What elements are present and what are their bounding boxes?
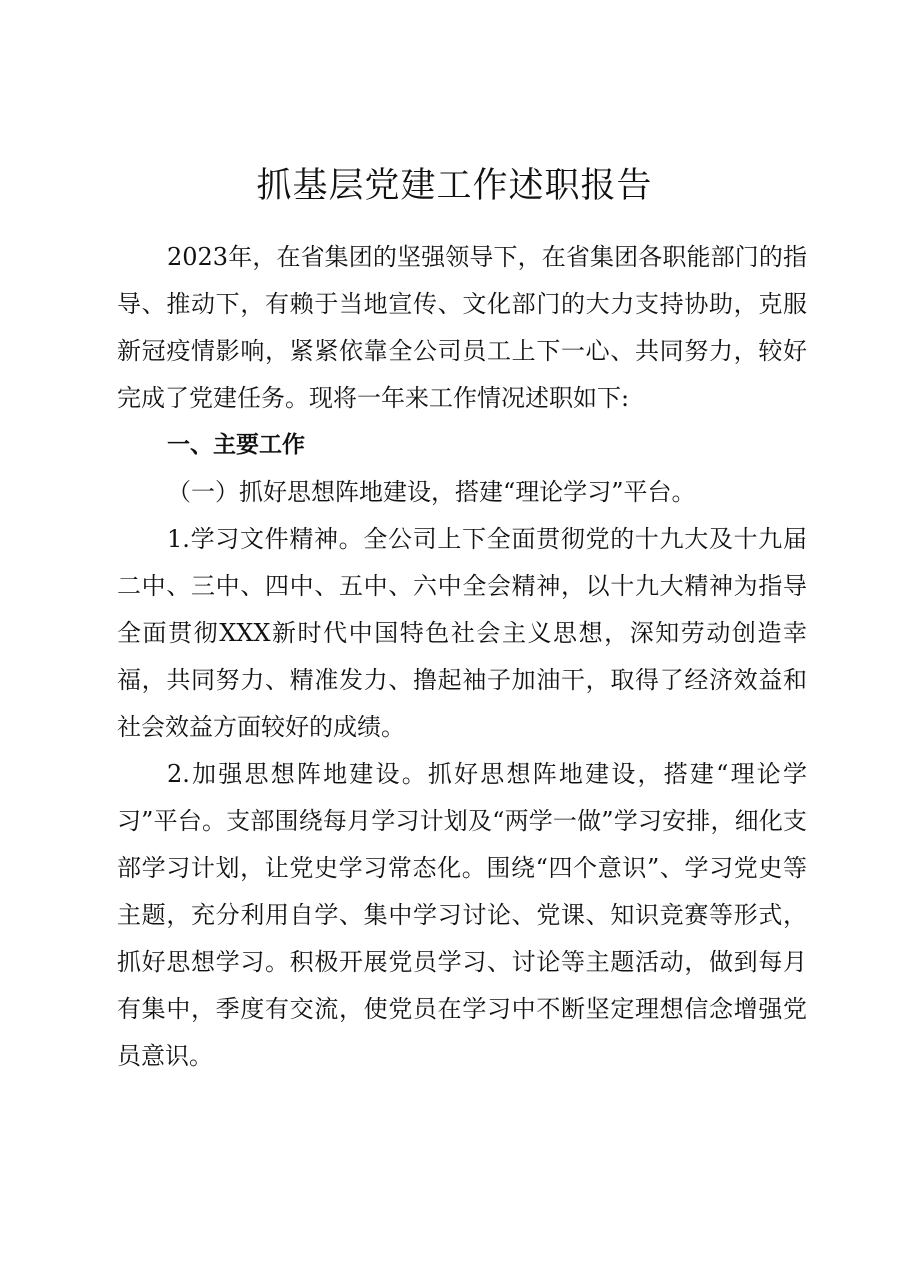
item-paragraph-1: 1.学习文件精神。全公司上下全面贯彻党的十九大及十九届二中、三中、四中、五中、六中全会精神，以十九大精神为指导全面贯彻XXX新时代中国特色社会主义思想，深知劳动创造幸福，共同努力、精准发力、撸起袖子加油干，取得了经济效益和社会效益方面较好的成绩。 (117, 525, 807, 741)
document-body (117, 234, 807, 1080)
section-heading-main-work: 一、主要工作 (167, 432, 305, 458)
item-paragraph-2: 2.加强思想阵地建设。抓好思想阵地建设，搭建“理论学习”平台。支部围绕每月学习计划及“两学一做”学习安排，细化支部学习计划，让党史学习常态化。围绕“四个意识”、学习党史等主题，充分利用自学、集中学习讨论、党课、知识竞赛等形式，抓好思想学习。积极开展党员学习、讨论等主题活动，做到每月有集中，季度有交流，使党员在学习中不断坚定理想信念增强党员意识。 (117, 760, 807, 1070)
document-title: 抓基层党建工作述职报告 (256, 166, 653, 206)
subsection-heading-1: （一）抓好思想阵地建设，搭建“理论学习”平台。 (167, 478, 696, 506)
intro-paragraph: 2023年，在省集团的坚强领导下，在省集团各职能部门的指导、推动下，有赖于当地宣传、文化部门的大力支持协助，克服新冠疫情影响，紧紧依靠全公司员工上下一心、共同努力，较好完成了党建任务。现将一年来工作情况述职如下: (117, 243, 807, 412)
